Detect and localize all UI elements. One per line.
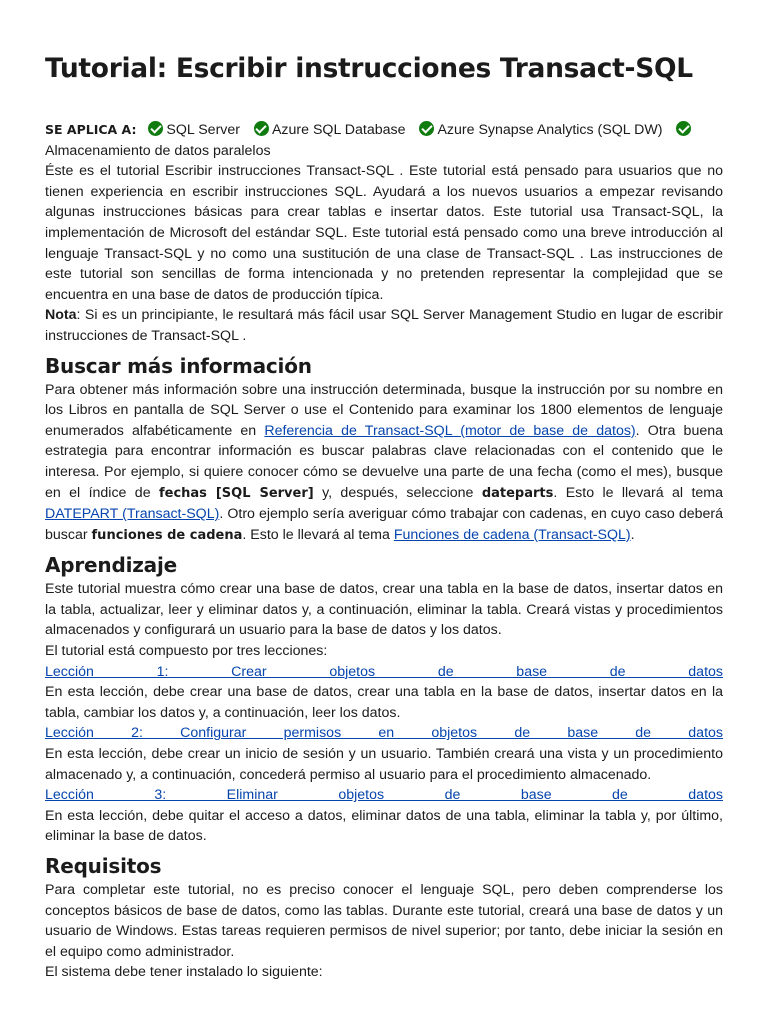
string-functions-link[interactable]: Funciones de cadena (Transact-SQL) [393, 526, 631, 543]
product-azure-sql-database: Azure SQL Database [271, 122, 406, 138]
tsql-reference-link[interactable]: Referencia de Transact-SQL (motor de base de datos) [264, 422, 636, 439]
lessons-intro: El tutorial está compuesto por tres lecciones: [45, 643, 328, 660]
lesson-1-link-row[interactable] [45, 662, 723, 683]
text-run: . Otra buena estrategia para encontrar información es buscar palabras clave relacionadas con el contenido que le interesa. Por ejemplo, si quiere conocer cómo se devuelve una parte de una fecha (como el mes), busque en el índice de [45, 422, 723, 501]
page-title: Tutorial: Escribir instrucciones Transact-SQL [45, 53, 693, 84]
requirements-list-intro: El sistema debe tener instalado lo siguiente: [45, 964, 323, 981]
more-info-paragraph [45, 380, 723, 547]
note-paragraph [45, 305, 723, 346]
applies-to [45, 120, 723, 161]
requirements-paragraph: Para completar este tutorial, no es preciso conocer el lenguaje SQL, pero deben comprenderse los conceptos básicos de base de datos, como las tablas. Durante este tutorial, creará una base de datos y un usuario de Windows. Estas tareas requieren permisos de nivel superior; por tanto, debe iniciar la sesión en el equipo como administrador. [45, 882, 723, 960]
learning-intro: Este tutorial muestra cómo crear una base de datos, crear una tabla en la base de datos, insertar datos en la tabla, actualizar, leer y eliminar datos y, a continuación, eliminar la tabla. Creará vistas y procedimientos almacenados y configurará un usuario para la base de datos y los datos. [45, 581, 723, 639]
lesson-2-description: En esta lección, debe crear un inicio de sesión y un usuario. También creará una vista y un procedimiento almacenado y, a continuación, concederá permiso al usuario para el procedimiento almacenado. [45, 746, 723, 783]
lesson-3-link[interactable]: Lección 3: Eliminar objetos de base de datos [45, 787, 723, 804]
bold-term-dateparts: dateparts [481, 485, 554, 501]
bold-term-string-functions: funciones de cadena [91, 527, 243, 543]
check-circle-icon [676, 121, 691, 136]
product-parallel-data-warehouse: Almacenamiento de datos paralelos [45, 142, 271, 159]
lesson-1-description: En esta lección, debe crear una base de datos, crear una tabla en la base de datos, insertar datos en la tabla, cambiar los datos y, a continuación, leer los datos. [45, 684, 723, 721]
text-run: . Esto le llevará al tema [242, 526, 394, 543]
text-run: . Esto le llevará al tema [553, 484, 723, 501]
text-run: Para obtener más información sobre una instrucción determinada, busque la instrucción por su nombre en los Libros en pantalla de SQL Server o use el Contenido para examinar los 1800 elementos de lenguaje enumerados alfabéticamente en [45, 381, 723, 439]
note-text: : Si es un principiante, le resultará más fácil usar SQL Server Management Studio en lugar de escribir instrucciones de Transact-SQL . [45, 307, 723, 344]
requirements-heading: Requisitos [45, 854, 162, 878]
more-info-heading: Buscar más información [45, 353, 312, 378]
datepart-link[interactable]: DATEPART (Transact-SQL) [45, 506, 220, 523]
lesson-3-description: En esta lección, debe quitar el acceso a datos, eliminar datos de una tabla, eliminar la tabla y, por último, eliminar la base de datos. [45, 807, 723, 845]
intro-paragraph: Éste es el tutorial Escribir instrucciones Transact-SQL . Este tutorial está pensado para usuarios que no tienen experiencia en escribir instrucciones SQL. Ayudará a los nuevos usuarios a empezar revisando algunas instrucciones básicas para crear tablas e insertar datos. Este tutorial usa Transact-SQL, la implementación de Microsoft del estándar SQL. Este tutorial está pensado como una breve introducción al lenguaje Transact-SQL y no como una sustitución de una clase de Transact-SQL . Las instrucciones de este tutorial son sencillas de forma intencionada y no pretenden representar la complejidad que se encuentra en una base de datos de producción típica. [45, 163, 723, 303]
lesson-2-link[interactable]: Lección 2: Configurar permisos en objetos de base de datos [45, 725, 723, 742]
lesson-3-link-row[interactable] [45, 785, 723, 806]
lesson-1-link[interactable]: Lección 1: Crear objetos de base de datos [45, 663, 723, 680]
text-run: . [630, 526, 635, 543]
bold-term-dates: fechas [SQL Server] [158, 485, 314, 501]
learning-heading: Aprendizaje [45, 553, 177, 578]
applies-to-label: SE APLICA A: [45, 122, 137, 137]
product-sql-server: SQL Server [166, 122, 240, 138]
check-circle-icon [419, 121, 434, 136]
text-run: . Otro ejemplo sería averiguar cómo trabajar con cadenas, en cuyo caso deberá buscar [45, 506, 723, 543]
product-azure-synapse: Azure Synapse Analytics (SQL DW) [437, 122, 663, 138]
lesson-2-link-row[interactable] [45, 723, 723, 744]
note-label: Nota [45, 307, 77, 324]
check-circle-icon [254, 121, 269, 136]
text-run: y, después, seleccione [313, 484, 482, 501]
check-circle-icon [148, 121, 163, 136]
